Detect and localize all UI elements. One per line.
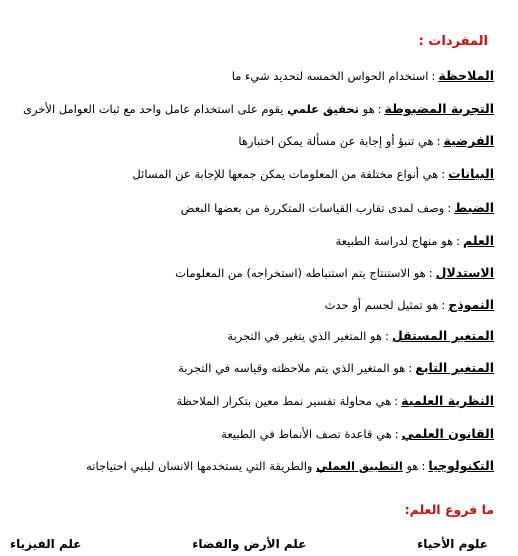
definition-separator: :: [441, 298, 446, 312]
definition-term: الضبط: [454, 200, 494, 215]
definition-text: هو الاستنتاج يتم استنباطه (استخراجه) من المعلومات: [175, 266, 426, 280]
definition-observation: [6, 68, 494, 84]
definition-text: هو المتغير الذي يتغير في التجربة: [227, 329, 383, 343]
vocabulary-heading: المفردات :: [418, 34, 488, 49]
definition-controlled-experiment: [6, 101, 494, 117]
definition-term: النموذج: [448, 297, 494, 312]
definition-separator: :: [385, 329, 389, 343]
definition-separator: :: [394, 394, 399, 408]
definition-term: المتغير المستقل: [391, 328, 494, 343]
definition-model: [6, 297, 494, 313]
definition-separator: :: [436, 134, 441, 148]
definition-term: التجربة المضبوطة: [384, 101, 494, 116]
definition-separator: :: [428, 266, 433, 280]
definition-dependent-variable: [6, 360, 494, 376]
definition-hypothesis: [6, 133, 494, 149]
definition-term: التكنولوجيا: [428, 458, 494, 473]
definition-text: هي قاعدة تصف الأنماط في الطبيعة: [221, 427, 392, 441]
definition-emphasis: التطبيق العملي: [316, 459, 403, 473]
branch-physics: علم الفيزياء: [10, 537, 82, 551]
definition-term: البيانات: [448, 166, 494, 181]
definition-term: النظرية العلمية: [401, 393, 494, 408]
definition-scientific-law: [6, 426, 494, 442]
definition-separator: :: [441, 167, 446, 181]
definition-term: القانون العلمي: [401, 426, 494, 441]
definition-emphasis: تحقيق علمي: [287, 102, 359, 116]
definition-text: هي محاولة تفسير نمط معين بتكرار الملاحظة: [176, 394, 392, 408]
definition-term: الاستدلال: [435, 265, 494, 280]
definition-text: هو تمثيل لجسم أو حدث: [324, 298, 439, 312]
definition-inference: [6, 265, 494, 281]
definition-text: هو منهاج لدراسة الطبيعة: [335, 234, 454, 248]
branches-list: [10, 537, 488, 551]
definition-text: هي أنواع مختلفة من المعلومات يمكن جمعها للإجابة عن المسائل: [132, 167, 439, 181]
definition-separator: :: [447, 201, 452, 215]
definition-data: [6, 166, 494, 182]
definition-independent-variable: [6, 328, 494, 344]
branch-biology: علوم الأحياء: [417, 537, 488, 551]
branches-heading: ما فروع العلم:: [404, 502, 494, 517]
definition-text: يقوم على استخدام عامل واحد مع ثبات العوامل الأخرى: [22, 102, 284, 116]
definition-term: العلم: [463, 233, 494, 248]
definition-separator: :: [394, 427, 399, 441]
definition-separator: :: [421, 459, 426, 473]
definition-term: الملاحظة: [438, 68, 494, 83]
definition-scientific-theory: [6, 393, 494, 409]
definition-text: هو المتغير الذي يتم ملاحظته وقياسه في التجربة: [178, 361, 406, 375]
definition-text: استخدام الحواس الخمسه لتحديد شيء ما: [231, 69, 429, 83]
definition-text: وصف لمدى تقارب القياسات المتكررة من بعضها البعض: [180, 201, 445, 215]
definition-term: المتغير التابع: [415, 360, 494, 375]
branch-earth-space: علم الأرض والفضاء: [192, 537, 307, 551]
definition-science: [6, 233, 494, 249]
definition-separator: :: [431, 69, 436, 83]
definition-prefix: هو: [406, 459, 419, 473]
definition-text: هي تنبؤ أو إجابة عن مسألة يمكن اختبارها: [238, 134, 434, 148]
definition-separator: :: [456, 234, 461, 248]
definition-separator: :: [408, 361, 413, 375]
definition-term: الفرضية: [443, 133, 494, 148]
definition-precision: [6, 200, 494, 216]
definition-separator: :: [377, 102, 382, 116]
definition-text: والطريقة التي يستخدمها الانسان ليلبي احتياجاته: [86, 459, 313, 473]
definition-prefix: هو: [362, 102, 375, 116]
definition-technology: [6, 458, 494, 474]
